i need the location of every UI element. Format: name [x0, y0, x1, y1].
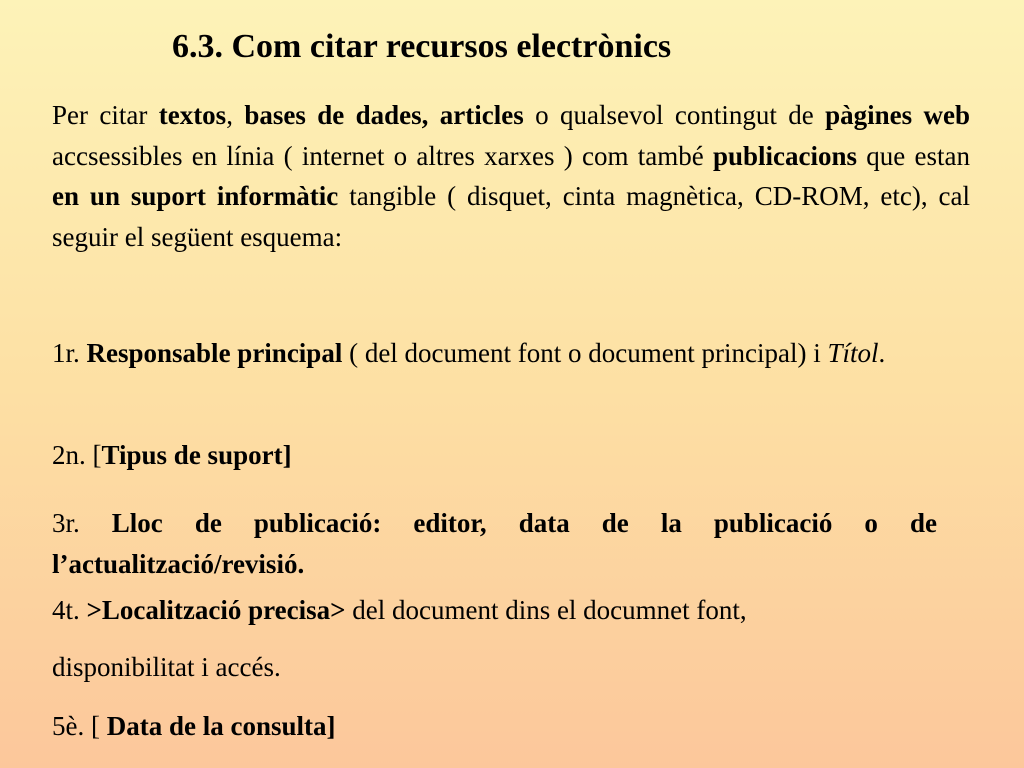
list-item [52, 590, 992, 631]
intro-bold-term: textos [158, 100, 227, 130]
intro-bold-term: bases de dades, articles [244, 100, 524, 130]
intro-text: tangible ( disquet, cinta magnètica, CD-ROM, etc), cal seguir el següent esquema: [52, 181, 971, 252]
intro-text: accsessibles en línia ( internet o altres xarxes ) com també [52, 140, 713, 171]
intro-text: Per citar [52, 100, 159, 130]
item-number: 2n. [ [52, 440, 102, 470]
item-number: 4t. [52, 595, 87, 625]
intro-paragraph [52, 95, 970, 257]
list-item [52, 333, 979, 374]
item-bold-text: Data de la consulta] [106, 711, 336, 741]
intro-text: , [226, 100, 245, 130]
item-number: 1r. [52, 338, 87, 368]
item-text: del document dins el documnet font, [345, 595, 747, 625]
list-item-continuation: disponibilitat i accés. [52, 652, 281, 682]
item-number: 5è. [ [52, 711, 107, 741]
intro-bold-term: publicacions [713, 140, 858, 171]
list-item [52, 706, 992, 747]
intro-text: que estan [857, 140, 971, 171]
item-bold-text: Tipus de suport] [101, 440, 292, 470]
list-item [52, 503, 937, 584]
slide-title: 6.3. Com citar recursos electrònics [172, 28, 672, 65]
item-bold-text: Responsable principal [86, 338, 343, 368]
intro-bold-term: pàgines web [825, 100, 970, 130]
item-bold-text: >Localització precisa> [86, 595, 346, 625]
list-item [52, 435, 979, 476]
item-italic-text: Títol [827, 338, 879, 368]
intro-bold-term: en un suport informàtic [52, 181, 339, 211]
item-text: ( del document font o document principal) i [342, 338, 828, 368]
item-text: . [878, 338, 886, 368]
item-bold-text: Lloc de publicació: editor, data de la publicació o de l’actualització/revisió. [52, 508, 937, 579]
intro-text: o qualsevol contingut de [523, 100, 826, 130]
item-number: 3r. [52, 508, 112, 538]
